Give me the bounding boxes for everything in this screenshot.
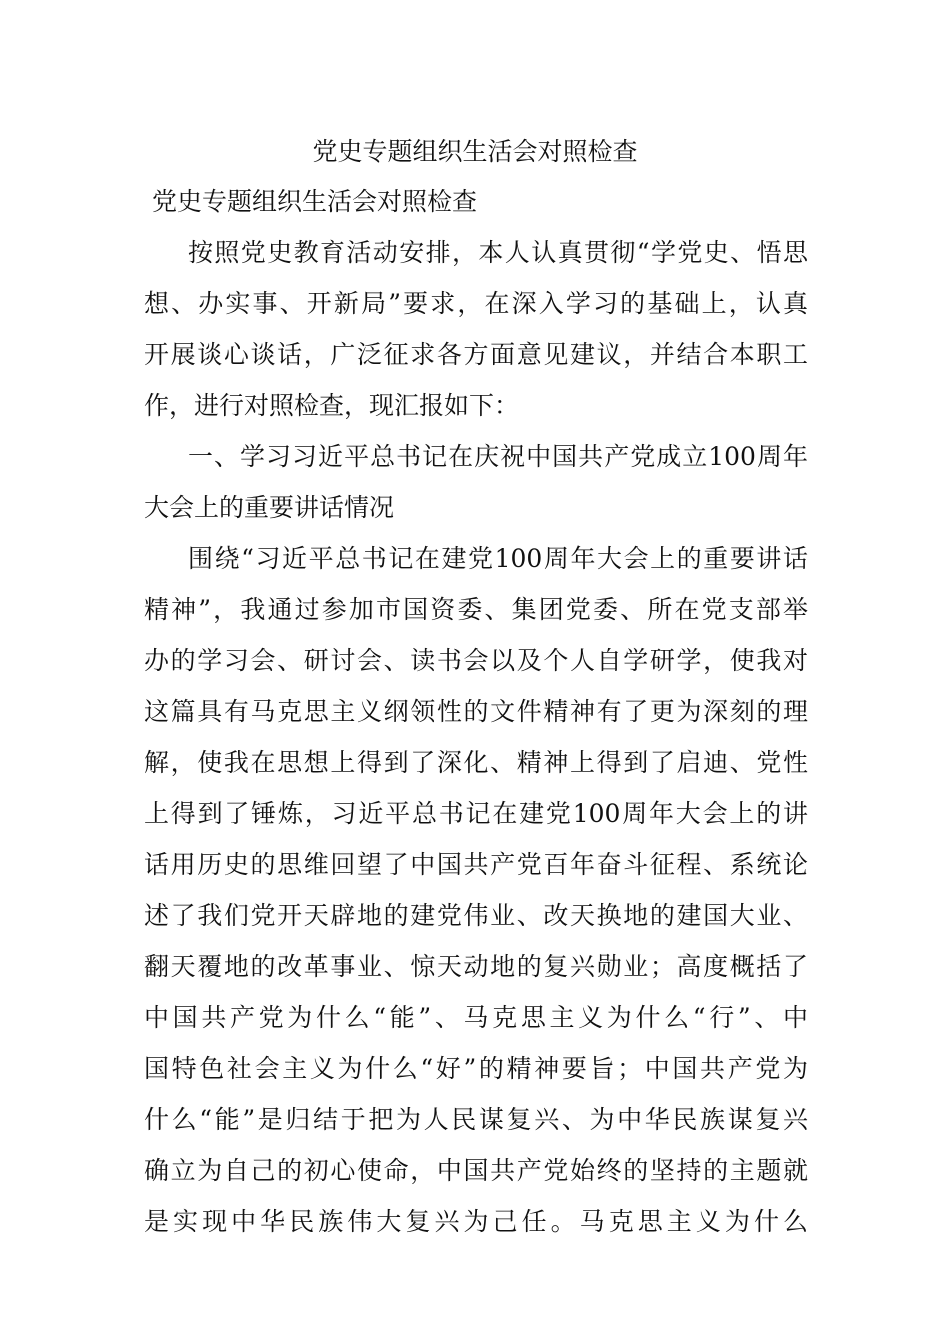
body-line: 作，进行对照检查，现汇报如下：: [144, 391, 520, 420]
section-heading-line: 一、学习习近平总书记在庆祝中国共产党成立100周年: [188, 442, 808, 471]
body-line: 围绕“习近平总书记在建党100周年大会上的重要讲话: [188, 544, 808, 573]
section-heading-line: 大会上的重要讲话情况: [144, 493, 395, 522]
body-line: 中国共产党为什么“能”、马克思主义为什么“行”、中: [144, 1003, 808, 1032]
body-line: 什么“能”是归结于把为人民谋复兴、为中华民族谋复兴: [144, 1105, 808, 1134]
body-line: 办的学习会、研讨会、读书会以及个人自学研学，使我对: [144, 646, 808, 675]
body-line: 话用历史的思维回望了中国共产党百年奋斗征程、系统论: [144, 850, 808, 879]
body-line: 开展谈心谈话，广泛征求各方面意见建议，并结合本职工: [144, 340, 808, 369]
body-line: 解，使我在思想上得到了深化、精神上得到了启迪、党性: [144, 748, 808, 777]
body-line: 国特色社会主义为什么“好”的精神要旨；中国共产党为: [144, 1054, 808, 1083]
body-line: 按照党史教育活动安排，本人认真贯彻“学党史、悟思: [188, 238, 808, 267]
body-line: 想、办实事、开新局”要求，在深入学习的基础上，认真: [144, 289, 808, 318]
body-line: 是实现中华民族伟大复兴为己任。马克思主义为什么: [144, 1207, 808, 1236]
body-line: 精神”，我通过参加市国资委、集团党委、所在党支部举: [144, 595, 808, 624]
body-line: 这篇具有马克思主义纲领性的文件精神有了更为深刻的理: [144, 697, 808, 726]
body-line: 上得到了锤炼，习近平总书记在建党100周年大会上的讲: [144, 799, 808, 828]
document-subtitle: 党史专题组织生活会对照检查: [152, 187, 478, 216]
body-line: 确立为自己的初心使命，中国共产党始终的坚持的主题就: [144, 1156, 808, 1185]
body-line: 述了我们党开天辟地的建党伟业、改天换地的建国大业、: [144, 901, 808, 930]
body-line: 翻天覆地的改革事业、惊天动地的复兴勋业；高度概括了: [144, 952, 808, 981]
document-title: 党史专题组织生活会对照检查: [312, 137, 638, 166]
